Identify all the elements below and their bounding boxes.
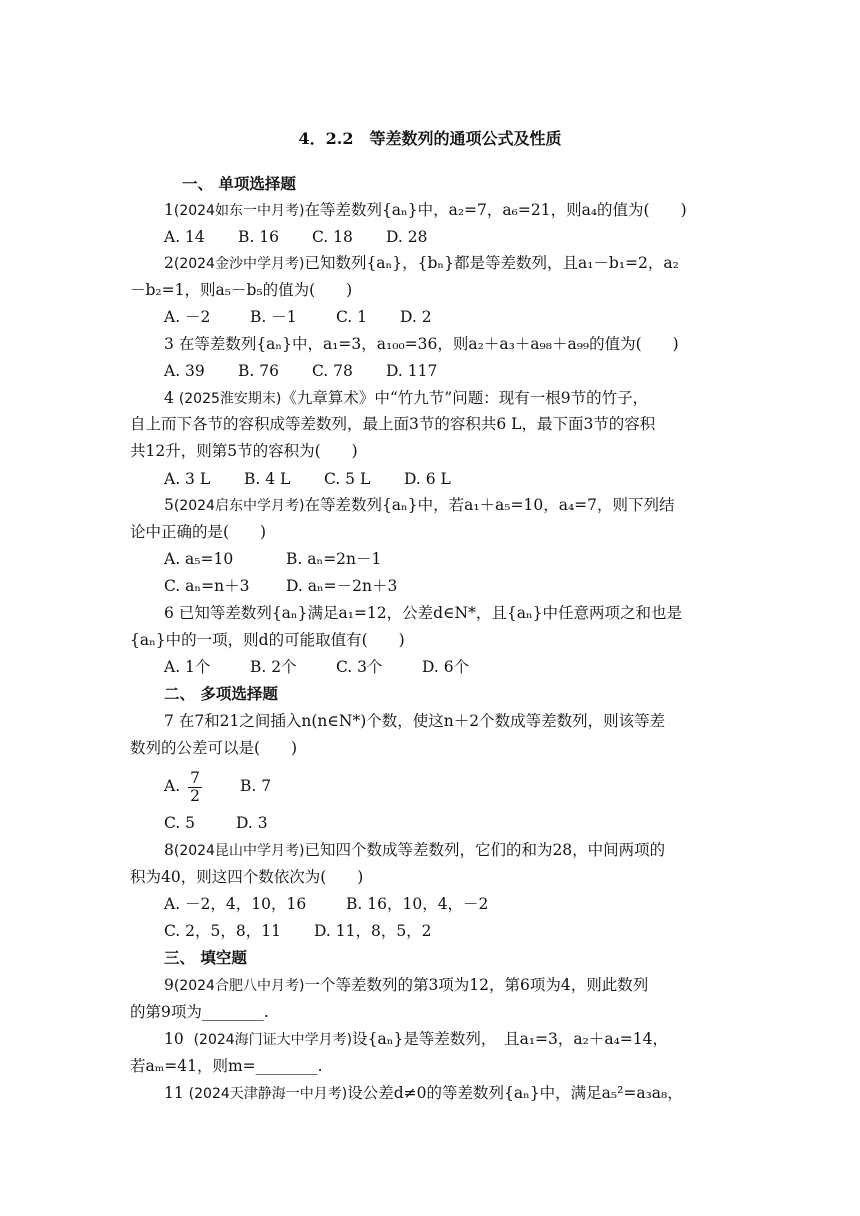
- option-c: C. 18: [312, 228, 353, 246]
- question-6-options: [164, 657, 469, 677]
- section-heading-single-choice: 一、 单项选择题: [182, 174, 296, 193]
- option-b: B. 4 L: [244, 470, 291, 488]
- question-1: [164, 200, 687, 221]
- question-number: 11: [164, 1084, 184, 1102]
- option-a: A. 3 L: [164, 470, 211, 488]
- question-source: (2024昆山中学月考): [173, 843, 305, 859]
- question-8: [164, 840, 665, 861]
- question-3-options: [164, 361, 437, 381]
- question-number: 3: [164, 335, 174, 353]
- question-5: [164, 495, 675, 516]
- question-5-continued: 论中正确的是( ): [130, 523, 267, 541]
- question-7-options-row1: [164, 766, 271, 806]
- question-9-continued: 的第9项为________.: [130, 1003, 269, 1021]
- question-number: 1: [164, 201, 174, 219]
- question-source: (2024天津静海一中月考): [188, 1086, 348, 1102]
- question-6-continued: {aₙ}中的一项，则d的可能取值有( ): [130, 631, 405, 649]
- question-number: 8: [164, 841, 174, 859]
- option-b: B. 16，10，4，－2: [346, 895, 489, 913]
- fraction-denominator: 2: [190, 786, 200, 805]
- question-2-options: [164, 307, 432, 327]
- question-number: 10: [164, 1030, 184, 1048]
- option-c: C. 5 L: [324, 470, 371, 488]
- section-heading-multiple-choice: 二、 多项选择题: [164, 684, 278, 703]
- option-b: B. 2个: [250, 658, 297, 676]
- question-2: [164, 253, 679, 274]
- option-a: A. a₅=10: [164, 550, 234, 568]
- page-title: 4．2.2 等差数列的通项公式及性质: [298, 129, 562, 148]
- option-b: B. －1: [250, 308, 297, 326]
- option-c: C. 3个: [336, 658, 383, 676]
- question-5-options-row2: [164, 576, 397, 596]
- option-b: B. 7: [240, 777, 272, 795]
- fraction-numerator: 7: [190, 768, 200, 787]
- question-number: 9: [164, 976, 174, 994]
- option-d: D. aₙ=－2n＋3: [286, 577, 398, 595]
- question-9: [164, 975, 648, 996]
- option-c: C. 5: [164, 814, 196, 832]
- question-6: [164, 603, 682, 623]
- question-4-continued: 共12升，则第5节的容积为( ): [130, 442, 358, 460]
- option-a: A. －2: [164, 308, 211, 326]
- question-source: (2024如东一中月考): [173, 203, 305, 219]
- question-11: [164, 1083, 683, 1104]
- question-source: (2024金沙中学月考): [173, 256, 305, 272]
- section-heading-fill-in: 三、 填空题: [164, 948, 247, 967]
- question-source: (2024海门证大中学月考): [193, 1032, 353, 1048]
- question-7-options-row2: [164, 813, 268, 833]
- question-5-options-row1: [164, 549, 381, 569]
- option-a: A. 39: [164, 362, 205, 380]
- question-text: 《九章算术》中“竹九节”问题：现有一根9节的竹子，: [281, 389, 649, 407]
- question-number: 5: [164, 496, 174, 514]
- option-d: D. 6 L: [404, 470, 451, 488]
- question-8-continued: 积为40，则这四个数依次为( ): [130, 868, 364, 886]
- option-c: C. aₙ=n＋3: [164, 577, 250, 595]
- option-c: C. 2，5，8，11: [164, 922, 281, 940]
- question-number: 4: [164, 389, 174, 407]
- option-c: C. 78: [312, 362, 353, 380]
- question-text: 已知四个数成等差数列，它们的和为28，中间两项的: [304, 841, 666, 859]
- option-a: A. 14: [164, 228, 205, 246]
- question-4: [164, 388, 648, 409]
- question-text: 在等差数列{aₙ}中，若a₁＋a₅=10，a₄=7，则下列结: [304, 496, 675, 514]
- question-7-continued: 数列的公差可以是( ): [130, 739, 298, 757]
- question-8-options-row1: [164, 894, 488, 914]
- option-c: C. 1: [336, 308, 368, 326]
- question-3: [164, 334, 679, 354]
- fraction-seven-halves: [188, 770, 202, 805]
- question-text: 已知等差数列{aₙ}满足a₁=12，公差d∈N*，且{aₙ}中任意两项之和也是: [178, 604, 683, 622]
- question-source: (2024启东中学月考): [173, 498, 305, 514]
- question-4-options: [164, 469, 451, 489]
- question-source: (2025淮安期末): [178, 391, 282, 407]
- option-a-label: A.: [164, 777, 181, 795]
- question-number: 7: [164, 712, 174, 730]
- question-text: 在等差数列{aₙ}中，a₁=3，a₁₀₀=36，则a₂＋a₃＋a₉₈＋a₉₉的值为( ): [178, 335, 679, 353]
- question-1-options: [164, 227, 427, 247]
- question-text: 设公差d≠0的等差数列{aₙ}中，满足a₅²=a₃a₈，: [347, 1084, 683, 1102]
- question-4-continued: 自上而下各节的容积成等差数列，最上面3节的容积共6 L，最下面3节的容积: [130, 415, 656, 433]
- option-d: D. 6个: [422, 658, 470, 676]
- option-d: D. 117: [386, 362, 438, 380]
- question-source: (2024合肥八中月考): [173, 978, 305, 994]
- question-number: 6: [164, 604, 174, 622]
- option-d: D. 2: [400, 308, 432, 326]
- question-10: [164, 1029, 668, 1050]
- option-b: B. aₙ=2n－1: [286, 550, 382, 568]
- option-a: A. －2，4，10，16: [164, 895, 307, 913]
- question-10-continued: 若aₘ=41，则m=________.: [130, 1057, 323, 1075]
- question-text: 在7和21之间插入n(n∈N*)个数，使这n＋2个数成等差数列，则该等差: [178, 712, 666, 730]
- question-text: 设{aₙ}是等差数列， 且a₁=3，a₂＋a₄=14，: [352, 1030, 668, 1048]
- question-8-options-row2: [164, 921, 432, 941]
- option-b: B. 76: [238, 362, 279, 380]
- option-b: B. 16: [238, 228, 279, 246]
- option-d: D. 3: [236, 814, 268, 832]
- question-number: 2: [164, 254, 174, 272]
- question-text: 在等差数列{aₙ}中，a₂=7，a₆=21，则a₄的值为( ): [304, 201, 687, 219]
- question-text: 一个等差数列的第3项为12，第6项为4，则此数列: [304, 976, 649, 994]
- question-2-continued: －b₂=1，则a₅－b₅的值为( ): [130, 281, 353, 299]
- question-7: [164, 711, 665, 731]
- option-d: D. 11，8，5，2: [314, 922, 432, 940]
- option-a: A. 1个: [164, 658, 211, 676]
- option-d: D. 28: [386, 228, 428, 246]
- question-text: 已知数列{aₙ}，{bₙ}都是等差数列，且a₁－b₁=2，a₂: [304, 254, 679, 272]
